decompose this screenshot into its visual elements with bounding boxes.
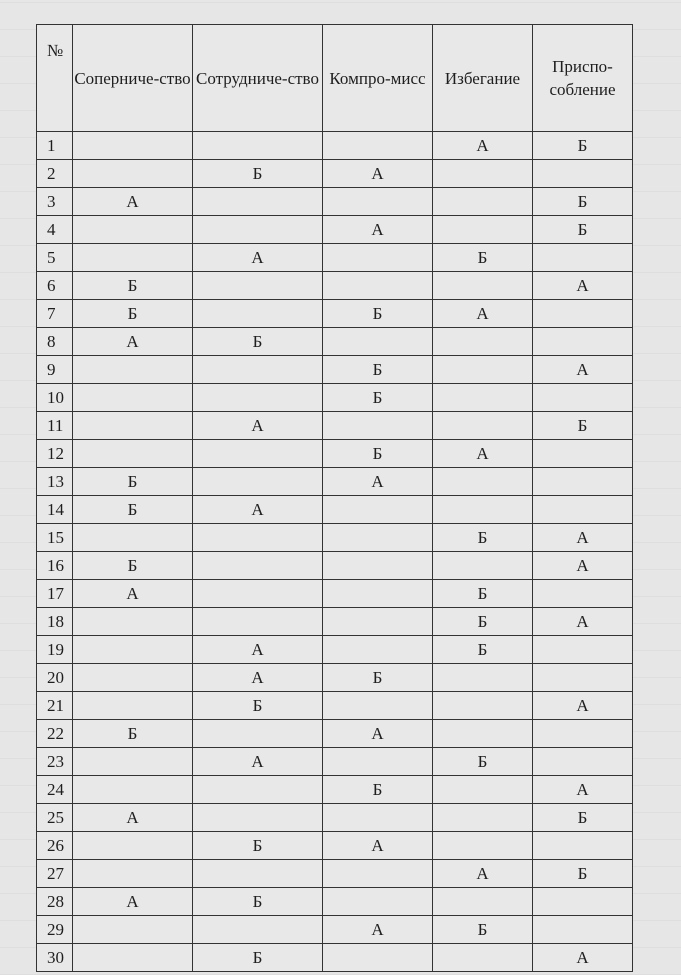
cell-avoidance [433,776,533,804]
cell-avoidance [433,272,533,300]
cell-accommodation: А [533,524,633,552]
cell-number: 27 [37,860,73,888]
cell-compromise: Б [323,384,433,412]
table-row [37,356,633,384]
cell-collaboration: А [193,244,323,272]
cell-avoidance [433,692,533,720]
header-row [37,25,633,132]
cell-accommodation [533,748,633,776]
cell-avoidance: А [433,132,533,160]
cell-competition [73,776,193,804]
cell-accommodation: Б [533,860,633,888]
cell-accommodation [533,580,633,608]
cell-accommodation: Б [533,412,633,440]
table-row [37,188,633,216]
table-row [37,692,633,720]
cell-competition: Б [73,496,193,524]
cell-number: 28 [37,888,73,916]
table-row [37,552,633,580]
cell-avoidance: Б [433,524,533,552]
answer-key-table [36,24,633,972]
cell-competition [73,664,193,692]
cell-number: 10 [37,384,73,412]
cell-avoidance [433,216,533,244]
cell-compromise: А [323,916,433,944]
cell-collaboration [193,860,323,888]
cell-accommodation: Б [533,132,633,160]
cell-number: 8 [37,328,73,356]
table-row [37,216,633,244]
cell-collaboration [193,720,323,748]
cell-collaboration [193,468,323,496]
cell-collaboration [193,272,323,300]
cell-accommodation [533,244,633,272]
table-row [37,916,633,944]
table-row [37,160,633,188]
cell-compromise [323,272,433,300]
cell-compromise [323,888,433,916]
cell-accommodation: А [533,944,633,972]
cell-number: 15 [37,524,73,552]
cell-accommodation: А [533,692,633,720]
cell-compromise [323,860,433,888]
cell-collaboration: А [193,496,323,524]
table-body [37,132,633,972]
cell-compromise [323,636,433,664]
cell-collaboration [193,916,323,944]
cell-competition [73,440,193,468]
cell-compromise [323,244,433,272]
cell-accommodation: А [533,272,633,300]
cell-number: 13 [37,468,73,496]
cell-number: 16 [37,552,73,580]
table-row [37,664,633,692]
cell-competition [73,748,193,776]
cell-collaboration: Б [193,832,323,860]
cell-accommodation: А [533,608,633,636]
cell-competition [73,692,193,720]
cell-number: 30 [37,944,73,972]
cell-number: 2 [37,160,73,188]
table-row [37,440,633,468]
cell-number: 7 [37,300,73,328]
table-row [37,888,633,916]
cell-avoidance [433,188,533,216]
table-row [37,244,633,272]
header-competition: Соперниче-ство [73,25,193,132]
cell-collaboration: Б [193,328,323,356]
cell-avoidance [433,804,533,832]
cell-collaboration: Б [193,888,323,916]
cell-competition [73,132,193,160]
cell-accommodation [533,300,633,328]
cell-collaboration: А [193,664,323,692]
cell-avoidance [433,832,533,860]
cell-collaboration [193,188,323,216]
cell-collaboration: Б [193,692,323,720]
cell-avoidance: Б [433,916,533,944]
table-row [37,776,633,804]
cell-competition [73,944,193,972]
cell-competition [73,356,193,384]
cell-number: 23 [37,748,73,776]
cell-accommodation: А [533,356,633,384]
cell-competition [73,524,193,552]
cell-accommodation: А [533,776,633,804]
cell-competition [73,244,193,272]
cell-avoidance [433,888,533,916]
table-row [37,496,633,524]
cell-collaboration: А [193,412,323,440]
table-row [37,524,633,552]
cell-compromise: Б [323,776,433,804]
cell-competition: Б [73,300,193,328]
cell-competition [73,412,193,440]
table-row [37,860,633,888]
cell-competition: Б [73,552,193,580]
cell-number: 29 [37,916,73,944]
table-row [37,608,633,636]
cell-collaboration: Б [193,160,323,188]
cell-collaboration [193,132,323,160]
cell-collaboration [193,524,323,552]
cell-compromise [323,412,433,440]
cell-avoidance: А [433,300,533,328]
cell-compromise [323,692,433,720]
cell-compromise: Б [323,356,433,384]
cell-compromise [323,496,433,524]
cell-avoidance [433,412,533,440]
table-row [37,748,633,776]
cell-competition: А [73,328,193,356]
cell-competition: Б [73,468,193,496]
cell-compromise: А [323,160,433,188]
cell-avoidance: Б [433,244,533,272]
cell-avoidance [433,944,533,972]
cell-compromise [323,328,433,356]
cell-competition: А [73,188,193,216]
cell-avoidance [433,468,533,496]
cell-collaboration [193,384,323,412]
cell-avoidance [433,552,533,580]
cell-number: 14 [37,496,73,524]
cell-compromise: А [323,720,433,748]
cell-compromise [323,804,433,832]
cell-accommodation [533,720,633,748]
cell-avoidance: Б [433,608,533,636]
cell-collaboration [193,776,323,804]
cell-accommodation [533,440,633,468]
cell-competition [73,916,193,944]
table-row [37,384,633,412]
cell-avoidance [433,664,533,692]
cell-compromise [323,608,433,636]
table-row [37,300,633,328]
cell-number: 12 [37,440,73,468]
cell-compromise: А [323,832,433,860]
cell-number: 11 [37,412,73,440]
cell-competition: Б [73,272,193,300]
table-row [37,580,633,608]
cell-accommodation: Б [533,188,633,216]
cell-accommodation: Б [533,216,633,244]
cell-avoidance [433,384,533,412]
cell-collaboration [193,580,323,608]
cell-avoidance: Б [433,748,533,776]
cell-collaboration: А [193,636,323,664]
table-row [37,468,633,496]
cell-compromise [323,580,433,608]
header-collaboration: Сотрудниче-ство [193,25,323,132]
cell-collaboration [193,608,323,636]
cell-compromise: Б [323,664,433,692]
table-row [37,328,633,356]
cell-compromise [323,944,433,972]
table-row [37,832,633,860]
table-row [37,804,633,832]
cell-competition: Б [73,720,193,748]
table-row [37,636,633,664]
cell-number: 19 [37,636,73,664]
cell-accommodation [533,160,633,188]
cell-collaboration [193,552,323,580]
cell-avoidance [433,496,533,524]
cell-number: 20 [37,664,73,692]
cell-number: 4 [37,216,73,244]
cell-competition [73,160,193,188]
cell-accommodation [533,888,633,916]
table-row [37,720,633,748]
table-row [37,412,633,440]
cell-avoidance [433,720,533,748]
cell-compromise: А [323,468,433,496]
table-row [37,944,633,972]
cell-compromise [323,524,433,552]
cell-number: 26 [37,832,73,860]
cell-collaboration: А [193,748,323,776]
cell-compromise: Б [323,300,433,328]
header-avoidance: Избегание [433,25,533,132]
cell-number: 21 [37,692,73,720]
cell-collaboration [193,300,323,328]
cell-number: 1 [37,132,73,160]
table-row [37,132,633,160]
cell-number: 24 [37,776,73,804]
cell-avoidance: Б [433,636,533,664]
cell-competition [73,216,193,244]
header-compromise: Компро-мисс [323,25,433,132]
cell-number: 5 [37,244,73,272]
cell-competition [73,608,193,636]
cell-accommodation [533,384,633,412]
cell-number: 9 [37,356,73,384]
cell-avoidance [433,160,533,188]
cell-competition [73,832,193,860]
cell-avoidance: А [433,440,533,468]
cell-collaboration: Б [193,944,323,972]
cell-number: 25 [37,804,73,832]
cell-competition [73,860,193,888]
cell-accommodation [533,496,633,524]
cell-competition: А [73,580,193,608]
cell-accommodation [533,468,633,496]
cell-avoidance [433,356,533,384]
cell-number: 3 [37,188,73,216]
cell-collaboration [193,804,323,832]
cell-number: 22 [37,720,73,748]
table-row [37,272,633,300]
cell-compromise: Б [323,440,433,468]
cell-number: 17 [37,580,73,608]
cell-accommodation [533,328,633,356]
cell-collaboration [193,440,323,468]
cell-competition: А [73,804,193,832]
cell-accommodation [533,832,633,860]
cell-avoidance [433,328,533,356]
cell-compromise [323,552,433,580]
cell-collaboration [193,356,323,384]
cell-number: 18 [37,608,73,636]
header-number: № [37,25,73,132]
cell-accommodation: А [533,552,633,580]
header-accommodation: Приспо-собление [533,25,633,132]
cell-compromise [323,748,433,776]
cell-accommodation [533,664,633,692]
cell-avoidance: Б [433,580,533,608]
cell-number: 6 [37,272,73,300]
cell-competition: А [73,888,193,916]
cell-competition [73,636,193,664]
cell-accommodation: Б [533,804,633,832]
cell-avoidance: А [433,860,533,888]
cell-competition [73,384,193,412]
cell-compromise: А [323,216,433,244]
cell-compromise [323,132,433,160]
cell-collaboration [193,216,323,244]
cell-accommodation [533,636,633,664]
cell-accommodation [533,916,633,944]
cell-compromise [323,188,433,216]
